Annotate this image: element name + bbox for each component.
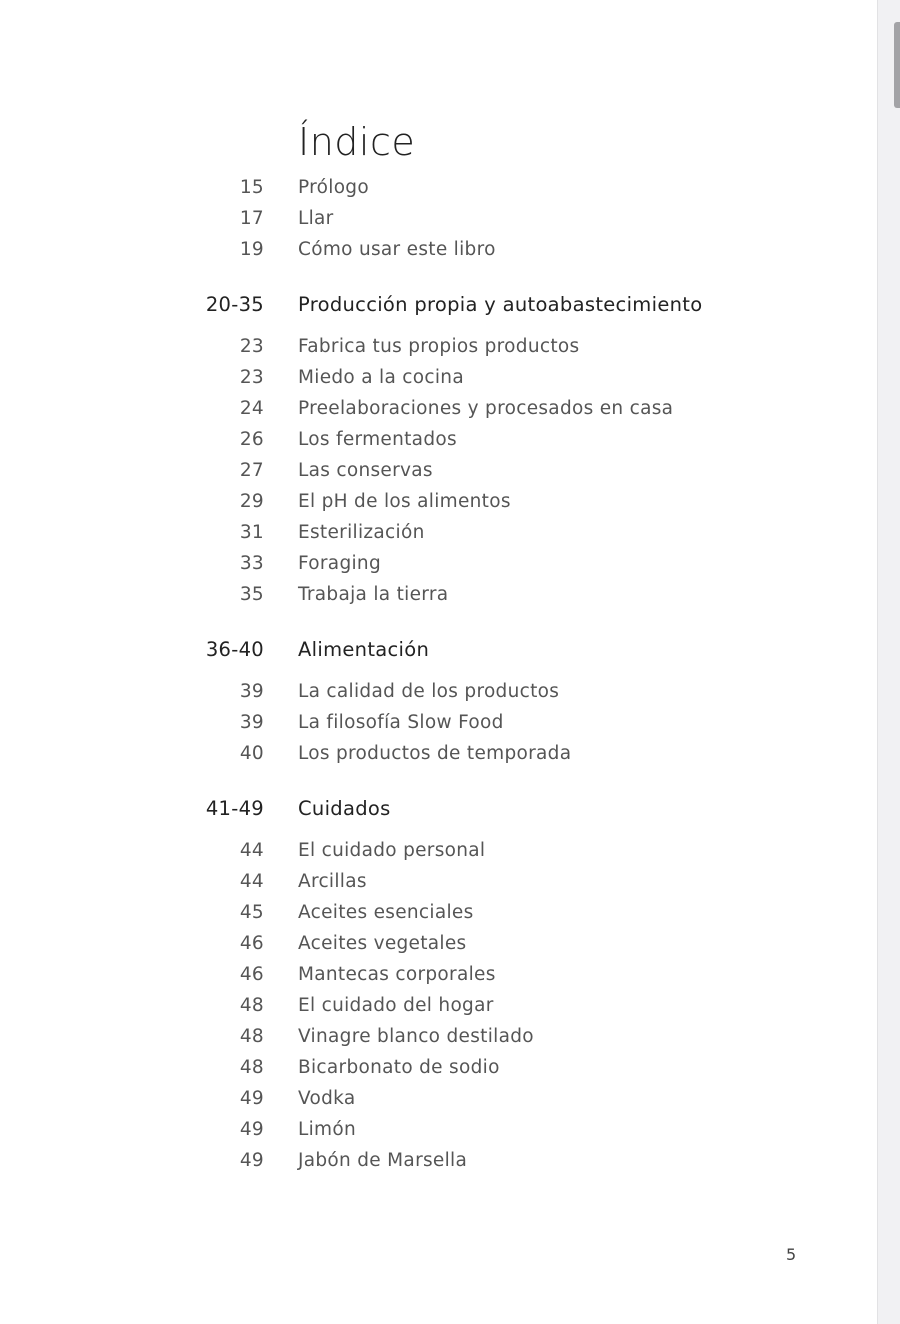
toc-page-number: 48 <box>239 1057 264 1078</box>
toc-entry[interactable] <box>0 579 877 610</box>
toc-entry[interactable] <box>0 1145 877 1176</box>
toc-entry[interactable] <box>0 866 877 897</box>
toc-page-number: 36-40 <box>205 638 264 661</box>
toc-entry[interactable] <box>0 1052 877 1083</box>
toc-entry-label: Esterilización <box>298 522 425 543</box>
toc-section-heading[interactable] <box>0 293 877 331</box>
toc-entry[interactable] <box>0 1021 877 1052</box>
toc-entry-label: Cuidados <box>298 797 391 820</box>
toc-entry-label: Arcillas <box>298 871 367 892</box>
toc-entry-label: Trabaja la tierra <box>298 584 449 605</box>
toc-entry[interactable] <box>0 172 877 203</box>
toc-entry-label: Fabrica tus propios productos <box>298 336 580 357</box>
toc-entry-label: Cómo usar este libro <box>298 239 496 260</box>
toc-entry[interactable] <box>0 424 877 455</box>
toc-entry[interactable] <box>0 234 877 265</box>
toc-entry-label: Las conservas <box>298 460 433 481</box>
toc-entry-label: Vodka <box>298 1088 356 1109</box>
toc-entry[interactable] <box>0 707 877 738</box>
toc-page-number: 46 <box>239 933 264 954</box>
toc-entry-label: Foraging <box>298 553 381 574</box>
toc-entry-label: Miedo a la cocina <box>298 367 464 388</box>
toc-entry[interactable] <box>0 897 877 928</box>
toc-page-number: 40 <box>239 743 264 764</box>
toc-entry-label: Jabón de Marsella <box>298 1150 468 1171</box>
toc-entry-label: Bicarbonato de sodio <box>298 1057 500 1078</box>
toc-entry-label: La calidad de los productos <box>298 681 560 702</box>
toc-page-number: 24 <box>239 398 264 419</box>
toc-page-number: 35 <box>239 584 264 605</box>
scrollbar-track[interactable] <box>877 0 900 1324</box>
toc-entry[interactable] <box>0 676 877 707</box>
toc-entry-label: El cuidado personal <box>298 840 486 861</box>
toc-entry[interactable] <box>0 990 877 1021</box>
toc-entry[interactable] <box>0 486 877 517</box>
toc-entry[interactable] <box>0 548 877 579</box>
toc-entry[interactable] <box>0 331 877 362</box>
toc-entry-label: Los fermentados <box>298 429 457 450</box>
toc-entry[interactable] <box>0 393 877 424</box>
toc-entry-label: Aceites vegetales <box>298 933 467 954</box>
toc-entry[interactable] <box>0 203 877 234</box>
scrollbar-thumb[interactable] <box>894 22 900 108</box>
toc-page-number: 41-49 <box>205 797 264 820</box>
toc-entry-label: Alimentación <box>298 638 430 661</box>
toc-entry-label: La filosofía Slow Food <box>298 712 504 733</box>
toc-page-number: 39 <box>239 712 264 733</box>
toc-page-number: 29 <box>239 491 264 512</box>
toc-page-number: 26 <box>239 429 264 450</box>
toc-entry[interactable] <box>0 959 877 990</box>
toc-page-number: 48 <box>239 1026 264 1047</box>
toc-entry-label: Prólogo <box>298 177 369 198</box>
toc-page-number: 46 <box>239 964 264 985</box>
toc-entry-label: Aceites esenciales <box>298 902 474 923</box>
table-of-contents <box>0 172 877 1176</box>
toc-page-number: 49 <box>239 1150 264 1171</box>
toc-entry-label: Llar <box>298 208 334 229</box>
toc-page-number: 20-35 <box>205 293 264 316</box>
toc-entry-label: Preelaboraciones y procesados en casa <box>298 398 674 419</box>
toc-page-number: 49 <box>239 1088 264 1109</box>
toc-page-number: 23 <box>239 336 264 357</box>
toc-entry[interactable] <box>0 455 877 486</box>
toc-page-number: 45 <box>239 902 264 923</box>
toc-entry-label: Limón <box>298 1119 357 1140</box>
toc-entry-label: El pH de los alimentos <box>298 491 511 512</box>
toc-page-number: 33 <box>239 553 264 574</box>
toc-entry[interactable] <box>0 1114 877 1145</box>
toc-page-number: 23 <box>239 367 264 388</box>
toc-page-number: 49 <box>239 1119 264 1140</box>
toc-page-number: 44 <box>239 871 264 892</box>
toc-page-number: 17 <box>239 208 264 229</box>
toc-page-number: 31 <box>239 522 264 543</box>
toc-section-heading[interactable] <box>0 638 877 676</box>
toc-entry-label: El cuidado del hogar <box>298 995 494 1016</box>
toc-entry-label: Mantecas corporales <box>298 964 496 985</box>
toc-entry[interactable] <box>0 1083 877 1114</box>
toc-page-number: 39 <box>239 681 264 702</box>
toc-page-number: 44 <box>239 840 264 861</box>
toc-entry[interactable] <box>0 517 877 548</box>
toc-entry[interactable] <box>0 835 877 866</box>
toc-section-heading[interactable] <box>0 797 877 835</box>
page-title: Índice <box>298 120 416 164</box>
toc-page-number: 19 <box>239 239 264 260</box>
toc-entry-label: Producción propia y autoabastecimiento <box>298 293 703 316</box>
toc-entry[interactable] <box>0 362 877 393</box>
toc-page-number: 27 <box>239 460 264 481</box>
toc-entry-label: Los productos de temporada <box>298 743 572 764</box>
toc-page-number: 15 <box>239 177 264 198</box>
toc-entry[interactable] <box>0 928 877 959</box>
toc-entry-label: Vinagre blanco destilado <box>298 1026 534 1047</box>
page-number: 5 <box>786 1245 797 1264</box>
toc-page-number: 48 <box>239 995 264 1016</box>
toc-entry[interactable] <box>0 738 877 769</box>
